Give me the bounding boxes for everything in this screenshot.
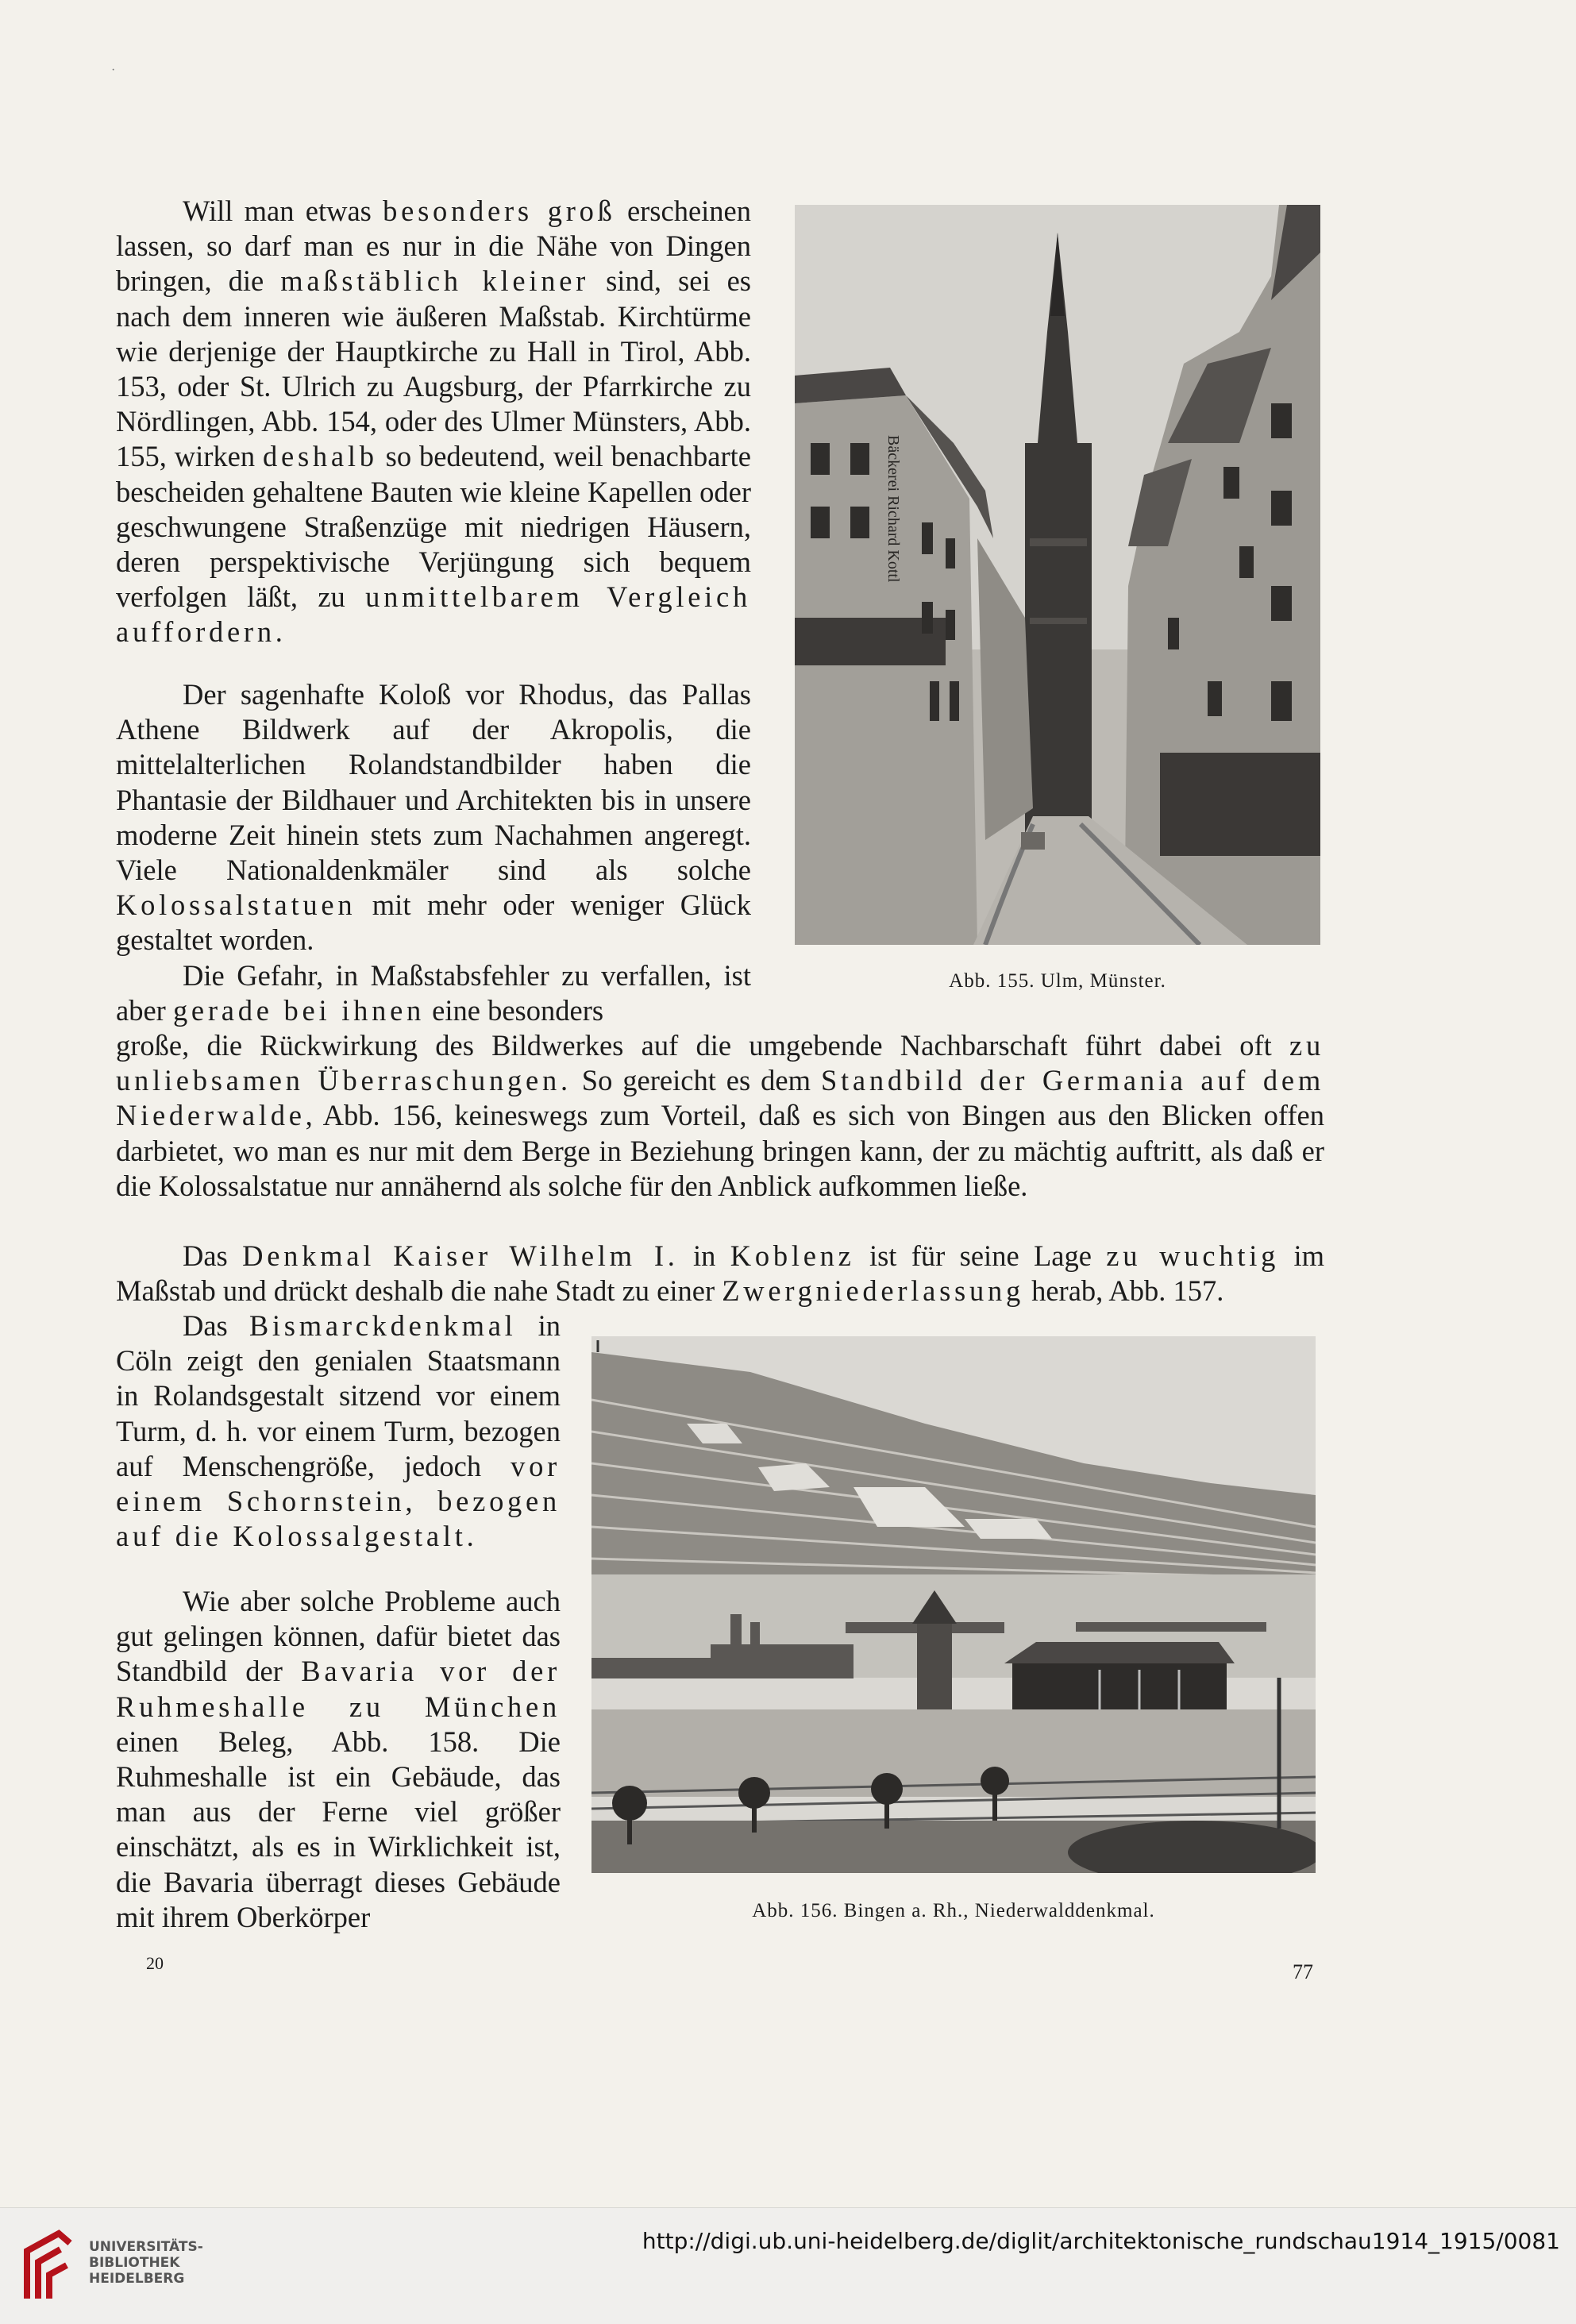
university-library-logo-icon [19, 2227, 78, 2303]
page-number: 77 [1293, 1960, 1313, 1983]
bingen-rhine-illustration [591, 1336, 1316, 1873]
paragraph-koblenz: Das Denkmal Kaiser Wilhelm I. in Koblenz ist für seine Lage zu wuchtig im Maßstab und drückt deshalb die nahe Stadt zu einer Zwergniederlassung herab, Abb. 157. [116, 1239, 1324, 1308]
paragraph-danger-continued: große, die Rückwirkung des Bildwerkes auf die umgebende Nachbarschaft führt dabei oft zu unliebsamen Überraschungen. So gereicht es dem Standbild der Germania auf dem Niederwalde, Abb. 156, keineswegs zum Vorteil, daß es sich von Bingen aus den Blicken offen darbietet, wo man es nur mit dem Berge in Beziehung bringen kann, der zu mächtig auftritt, als daß er die Kolossalstatue nur annähernd als solche für den Anblick aufkommen ließe. [116, 1029, 1324, 1202]
library-name-line-3: HEIDELBERG [89, 2271, 185, 2287]
library-name [89, 2239, 264, 2287]
ulm-photo-caption: Abb. 155. Ulm, Münster. [949, 970, 1166, 992]
signature-mark: 20 [146, 1953, 164, 1973]
ulm-street-illustration [795, 205, 1320, 945]
bingen-photo-caption: Abb. 156. Bingen a. Rh., Niederwalddenkmal. [752, 1900, 1155, 1921]
library-name-line-2: BIBLIOTHEK [89, 2255, 180, 2271]
paragraph-danger-start: Die Gefahr, in Maßstabsfehler zu verfallen, ist aber gerade bei ihnen eine besonders [116, 959, 751, 1027]
page-speck: · [111, 64, 116, 77]
permalink-url[interactable]: http://digi.ub.uni-heidelberg.de/diglit/architektonische_rundschau1914_1915/0081 [642, 2228, 1560, 2254]
bingen-niederwald-photo [591, 1336, 1316, 1873]
paragraph-bismarck: Das Bismarckdenkmal in Cöln zeigt den genialen Staatsmann in Rolandsgestalt sitzend vor einem Turm, d. h. vor einem Turm, bezogen auf Menschengröße, jedoch vor einem Schornstein, bezogen auf die Kolossalgestalt. [116, 1309, 561, 1553]
shop-sign-label: Bäckerei Richard Kottl [884, 435, 902, 583]
paragraph-bavaria: Wie aber solche Probleme auch gut gelingen können, dafür bietet das Standbild der Bavaria vor der Ruhmeshalle zu München einen Beleg, Abb. 158. Die Ruhmeshalle ist ein Gebäude, das man aus der Ferne viel größer einschätzt, als es in Wirklichkeit ist, die Bavaria überragt dieses Gebäude mit ihrem Oberkörper [116, 1585, 561, 1933]
library-name-line-1: UNIVERSITÄTS- [89, 2239, 203, 2255]
paragraph-colossus: Der sagenhafte Koloß vor Rhodus, das Pallas Athene Bildwerk auf der Akropolis, die mittelalterlichen Rolandstandbilder haben die Phantasie der Bildhauer und Architekten bis in unsere moderne Zeit hinein stets zum Nachahmen angeregt. Viele Nationaldenkmäler sind als solche Kolossalstatuen mit mehr oder weniger Glück gestaltet worden. [116, 678, 751, 957]
paragraph-scale-intro: Will man etwas besonders groß erscheinen lassen, so darf man es nur in die Nähe von Dingen bringen, die maßstäblich kleiner sind, sei es nach dem inneren wie äußeren Maßstab. Kirchtürme wie derjenige der Hauptkirche zu Hall in Tirol, Abb. 153, oder St. Ulrich zu Augsburg, der Pfarrkirche zu Nördlingen, Abb. 154, oder des Ulmer Münsters, Abb. 155, wirken deshalb so bedeutend, weil benachbarte bescheiden gehaltene Bauten wie kleine Kapellen oder geschwungene Straßenzüge mit niedrigen Häusern, deren perspektivische Verjüngung sich bequem verfolgen läßt, zu unmittelbarem Vergleich auffordern. [116, 195, 751, 649]
ulm-minster-photo [795, 205, 1320, 945]
